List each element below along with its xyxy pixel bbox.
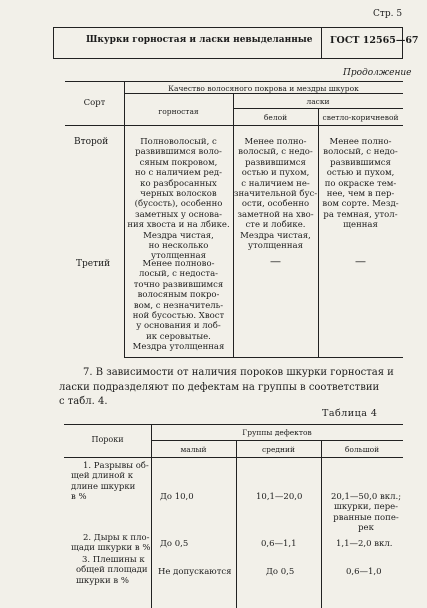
tears-large	[329, 492, 403, 534]
tears-medium: 10,1—20,0	[256, 492, 303, 502]
text-line: в %	[71, 492, 87, 503]
defect-tears	[71, 461, 149, 503]
text-line: длине шкурки	[71, 481, 136, 492]
text-line: развившимся воло-	[135, 147, 222, 158]
continuation-label: Продолжение	[343, 68, 412, 78]
text-line: утолщенная	[151, 251, 206, 262]
text-line: у основания и лоб-	[136, 321, 221, 332]
text-line: нее, чем в пер-	[326, 189, 395, 200]
text-line: общей площади	[76, 565, 148, 576]
bald-spots-small: Не допускаются	[158, 567, 232, 577]
text-line: ния хвоста и на лбике.	[127, 220, 230, 231]
defect-holes	[71, 533, 151, 554]
text-line: Мездра утолщенная	[132, 342, 225, 353]
page-number: Стр. 5	[373, 9, 403, 19]
ermine-third-description	[124, 259, 233, 353]
header-small: малый	[180, 445, 207, 454]
ermine-second-description	[124, 137, 233, 262]
text-line: но с наличием ред-	[135, 168, 222, 179]
header-defect-groups: Группы дефектов	[242, 428, 312, 437]
text-line: точно развившимся	[133, 279, 224, 290]
text-line: вом сорте. Мезд-	[322, 199, 399, 210]
text-line: ра темная, утол-	[323, 209, 398, 220]
table-rule	[65, 125, 403, 126]
text-line: ной бусостью. Хвост	[132, 311, 225, 322]
text-line: волосяным покро-	[137, 290, 220, 301]
text-line: Полноволосый, с	[140, 137, 217, 147]
text-line: 20,1—50,0 вкл.;	[330, 492, 402, 502]
text-line: 2. Дыры к пло-	[83, 533, 150, 543]
white-weasel-second-description	[233, 137, 318, 251]
text-line: с наличием не-	[241, 178, 310, 189]
table-column-rule	[236, 441, 237, 608]
table-rule	[124, 93, 403, 94]
header-defects: Пороки	[91, 435, 124, 444]
header-divider	[321, 27, 322, 59]
holes-small: До 0,5	[160, 539, 189, 549]
text-line: заметной на хво-	[237, 209, 314, 220]
text-line: ко разбросанных	[140, 178, 217, 189]
text-line: развившимся	[245, 157, 306, 168]
header-large: большой	[344, 445, 380, 454]
text-line: лосый, с недоста-	[138, 269, 219, 280]
table-rule	[65, 81, 403, 82]
standard-number: ГОСТ 12565—67	[330, 35, 419, 46]
text-line: щенная	[343, 220, 378, 231]
text-line: волосый, с недо-	[238, 147, 313, 158]
table-column-rule	[321, 441, 322, 608]
text-line: но несколько	[148, 241, 209, 252]
defect-bald-spots	[76, 555, 151, 586]
text-line: остью и пухом,	[326, 168, 395, 179]
text-line: заметных у основа-	[134, 209, 223, 220]
text-line: остью и пухом,	[241, 168, 310, 179]
text-line: вом, с незначитель-	[133, 300, 224, 311]
text-line: шкурки в %	[76, 575, 129, 586]
text-line: по окраске тем-	[324, 178, 397, 189]
sort-second: Второй	[74, 137, 109, 147]
text-line: развившимся	[330, 157, 391, 168]
sort-third: Третий	[76, 259, 111, 269]
holes-large: 1,1—2,0 вкл.	[336, 539, 393, 549]
text-line: значительной бус-	[233, 189, 318, 200]
header-sort: Сорт	[83, 98, 106, 108]
header-medium: средний	[261, 445, 296, 454]
text-line: утолщенная	[248, 241, 303, 252]
document-title: Шкурки горностая и ласки невыделанные	[86, 35, 313, 45]
table-4-label: Таблица 4	[322, 408, 378, 419]
text-line: рек	[358, 523, 374, 534]
text-line: шкурки, пере-	[333, 502, 399, 513]
text-line: Мездра чистая,	[143, 230, 214, 241]
table-rule	[124, 357, 403, 358]
text-line: с табл. 4.	[59, 396, 108, 407]
text-line: ости, особенно	[241, 199, 310, 210]
text-line: ик серовытые.	[146, 331, 211, 342]
header-brown: светло-коричневой	[322, 113, 399, 122]
text-line: сте и лобике.	[245, 220, 306, 231]
text-line: 7. В зависимости от наличия пороков шкурки горностая и	[83, 367, 394, 378]
text-line: черных волосков	[140, 189, 217, 200]
holes-medium: 0,6—1,1	[261, 539, 297, 549]
header-white: белой	[263, 113, 288, 122]
brown-weasel-third-dash: —	[355, 255, 366, 268]
text-line: (бусость), особенно	[134, 199, 223, 210]
bald-spots-large: 0,6—1,0	[346, 567, 382, 577]
table-rule	[64, 457, 403, 458]
header-weasel: ласки	[306, 97, 330, 106]
tears-small: До 10,0	[160, 492, 194, 502]
text-line: рванные попе-	[333, 512, 399, 523]
white-weasel-third-dash: —	[270, 255, 281, 268]
text-line: щади шкурки в %	[71, 543, 151, 554]
table-rule	[151, 440, 403, 441]
text-line: Менее полново-	[142, 259, 215, 269]
text-line: волосый, с недо-	[323, 147, 398, 158]
header-quality: Качество волосяного покрова и мездры шкурок	[168, 84, 359, 93]
text-line: сяным покровом,	[139, 157, 218, 168]
text-line: ласки подразделяют по дефектам на группы в соответствии	[59, 381, 380, 393]
table-rule	[64, 424, 403, 425]
section-7-paragraph	[59, 366, 401, 410]
bald-spots-medium: До 0,5	[266, 567, 295, 577]
text-line: 3. Плешины к	[82, 555, 145, 565]
text-line: щей длиной к	[71, 471, 134, 482]
text-line: Мездра чистая,	[240, 230, 311, 241]
text-line: 1. Разрывы об-	[83, 461, 149, 471]
text-line: Менее полно-	[244, 137, 307, 147]
brown-weasel-second-description	[318, 137, 403, 231]
text-line: Менее полно-	[329, 137, 392, 147]
header-ermine: горностая	[158, 107, 199, 116]
